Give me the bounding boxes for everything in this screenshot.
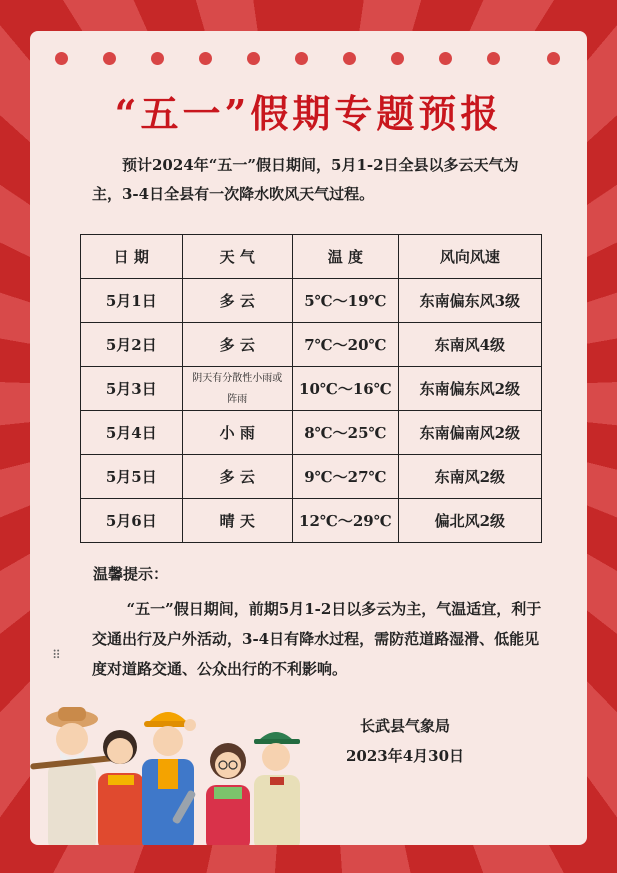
cell-date: 5月5日	[81, 455, 183, 499]
header-date: 日 期	[81, 235, 183, 279]
cell-weather: 多 云	[182, 279, 293, 323]
table-row	[81, 411, 542, 455]
binder-hole	[151, 52, 164, 65]
table-header-row	[81, 235, 542, 279]
cell-date: 5月6日	[81, 499, 183, 543]
cell-weather: 晴 天	[182, 499, 293, 543]
cell-wind: 偏北风2级	[398, 499, 541, 543]
cell-wind: 东南风4级	[398, 323, 541, 367]
page-title: “五一”假期专题预报	[114, 91, 503, 136]
signature-org: 长武县气象局	[359, 717, 450, 735]
cell-temperature: 5℃～19℃	[293, 279, 399, 323]
binder-hole	[295, 52, 308, 65]
cell-wind: 东南偏东风3级	[398, 279, 541, 323]
cell-temperature: 7℃～20℃	[293, 323, 399, 367]
binder-holes	[55, 52, 560, 66]
person-green-cap	[254, 732, 300, 845]
cell-temperature: 9℃～27℃	[293, 455, 399, 499]
binder-hole	[103, 52, 116, 65]
signature-block	[320, 711, 490, 771]
cell-wind: 东南偏东风2级	[398, 367, 541, 411]
header-temperature: 温 度	[293, 235, 399, 279]
person-worker	[142, 712, 196, 845]
person-girl-glasses	[206, 743, 250, 845]
table-row	[81, 455, 542, 499]
binder-hole	[547, 52, 560, 65]
cartoon-people-illustration	[30, 701, 310, 845]
cell-date: 5月2日	[81, 323, 183, 367]
cell-date: 5月4日	[81, 411, 183, 455]
table-row	[81, 323, 542, 367]
tips-heading: 温馨提示：	[93, 565, 169, 583]
table-row	[81, 279, 542, 323]
cell-temperature: 8℃～25℃	[293, 411, 399, 455]
binder-hole	[199, 52, 212, 65]
poster-card	[30, 31, 587, 845]
binder-hole	[487, 52, 500, 65]
cell-temperature: 12℃～29℃	[293, 499, 399, 543]
binder-hole	[343, 52, 356, 65]
binder-hole	[439, 52, 452, 65]
cell-weather: 小 雨	[182, 411, 293, 455]
forecast-table	[80, 234, 542, 543]
intro-paragraph: 预计2024年“五一”假日期间，5月1-2日全县以多云天气为主，3-4日全县有一次降水吹风天气过程。	[92, 156, 519, 203]
cell-weather: 多 云	[182, 323, 293, 367]
cell-weather: 阴天有分散性小雨或阵雨	[182, 367, 293, 411]
header-weather: 天 气	[182, 235, 293, 279]
cell-wind: 东南风2级	[398, 455, 541, 499]
cell-wind: 东南偏南风2级	[398, 411, 541, 455]
header-wind: 风向风速	[398, 235, 541, 279]
cell-date: 5月1日	[81, 279, 183, 323]
cell-temperature: 10℃～16℃	[293, 367, 399, 411]
binder-hole	[55, 52, 68, 65]
person-woman-red	[98, 730, 144, 845]
cell-weather: 多 云	[182, 455, 293, 499]
drag-handle-icon[interactable]: ⠿	[52, 648, 62, 662]
tips-paragraph: “五一”假日期间，前期5月1-2日以多云为主，气温适宜，利于交通出行及户外活动，3-4日有降水过程，需防范道路湿滑、低能见度对道路交通、公众出行的不利影响。	[92, 600, 542, 678]
binder-hole	[391, 52, 404, 65]
signature-date: 2023年4月30日	[345, 747, 465, 765]
binder-hole	[247, 52, 260, 65]
table-row	[81, 499, 542, 543]
cell-date: 5月3日	[81, 367, 183, 411]
table-row	[81, 367, 542, 411]
